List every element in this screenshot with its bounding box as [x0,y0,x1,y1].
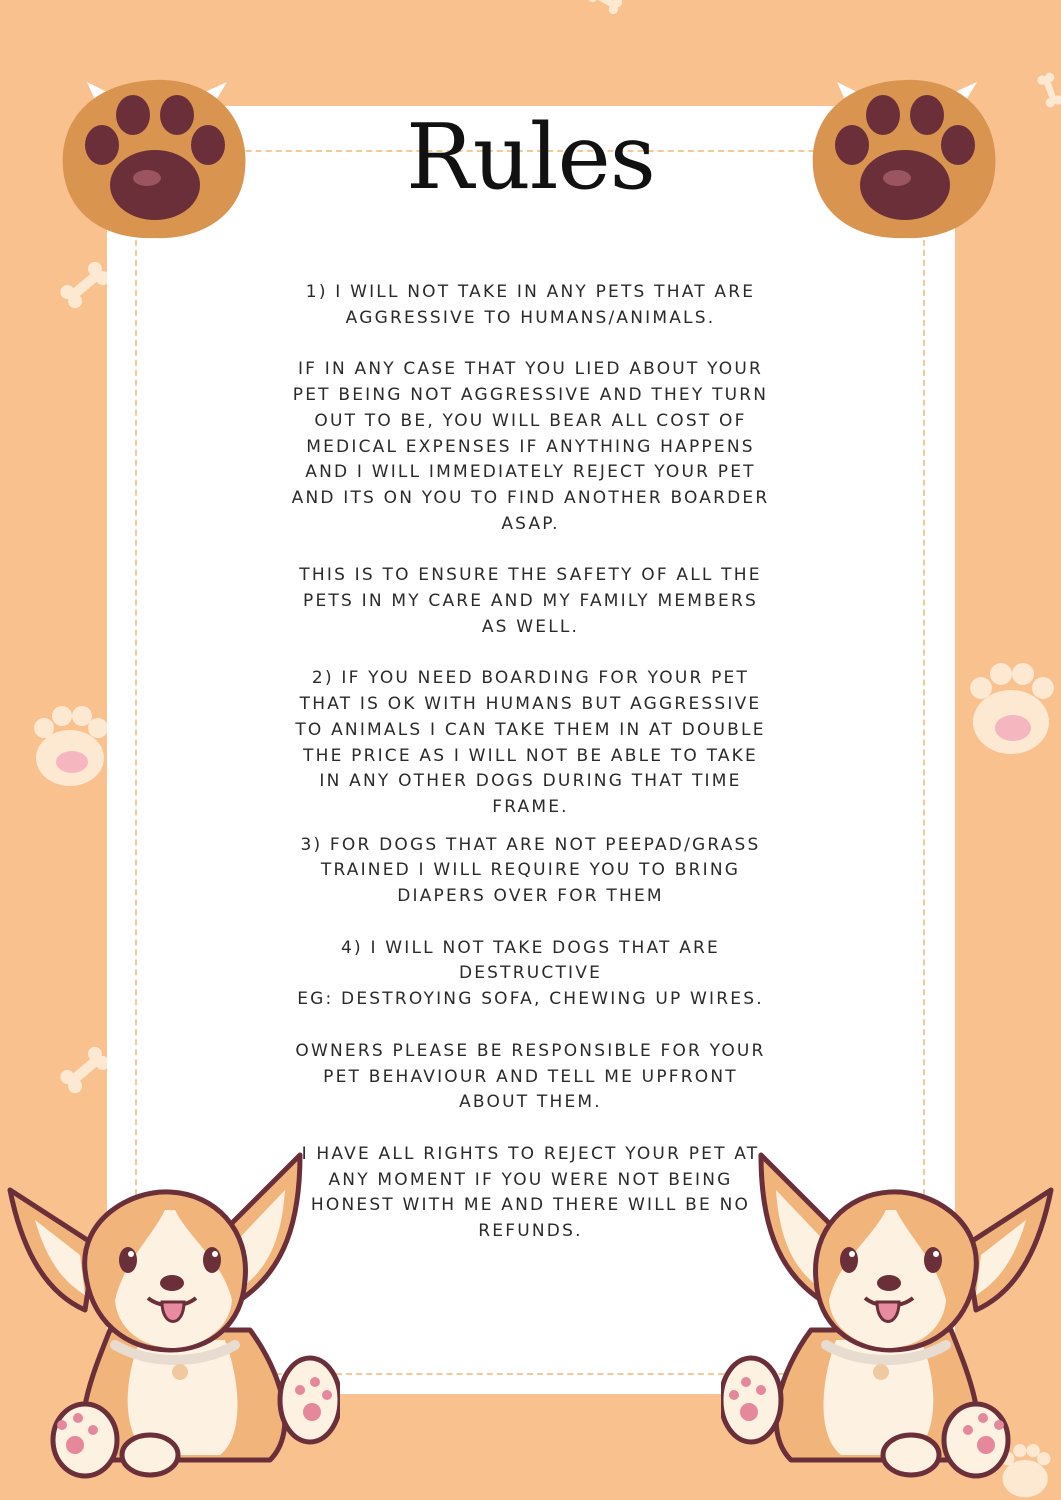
rule-1: 1) I WILL NOT TAKE IN ANY PETS THAT ARE AGGRESSIVE TO HUMANS/ANIMALS. [305,282,756,328]
page-title: Rules [406,105,655,210]
rule-1-reason: THIS IS TO ENSURE THE SAFETY OF ALL THE PETS IN MY CARE AND MY FAMILY MEMBERS AS WELL. [299,565,762,637]
owner-responsibility-note: OWNERS PLEASE BE RESPONSIBLE FOR YOUR PET BEHAVIOUR AND TELL ME UPFRONT ABOUT THEM. [295,1040,766,1113]
rule-1-consequence: IF IN ANY CASE THAT YOU LIED ABOUT YOUR PET BEING NOT AGGRESSIVE AND THEY TURN OUT TO BE, YOU WILL BEAR ALL COST OF MEDICAL EXPENSES IF ANYTHING HAPPENS AND I WILL IMMEDIATELY REJECT YOUR PET AND ITS ON YOU TO FIND ANOTHER BOARDER ASAP. [291,359,770,534]
paw-print-icon [965,660,1061,760]
bone-icon [580,0,630,20]
paw-print-icon [28,700,113,790]
rule-2: 2) IF YOU NEED BOARDING FOR YOUR PET THAT IS OK WITH HUMANS BUT AGGRESSIVE TO ANIMALS I CAN TAKE THEM IN AT DOUBLE THE PRICE AS I WILL NOT BE ABLE TO TAKE IN ANY OTHER DOGS DURING THAT TIME FRAME. [295,668,766,817]
rejection-rights-note: I HAVE ALL RIGHTS TO REJECT YOUR PET AT ANY MOMENT IF YOU WERE NOT BEING HONEST WITH ME AND THERE WILL BE NO REFUNDS. [301,1143,760,1242]
corgi-illustration [721,1150,1061,1480]
corgi-illustration [0,1150,340,1480]
rule-4-example: EG: DESTROYING SOFA, CHEWING UP WIRES. [297,989,764,1010]
bone-icon [55,1040,115,1100]
rule-3: 3) FOR DOGS THAT ARE NOT PEEPAD/GRASS TRAINED I WILL REQUIRE YOU TO BRING DIAPERS OVER FOR THEM [300,834,761,907]
rules-body [290,280,771,1245]
rule-4: 4) I WILL NOT TAKE DOGS THAT ARE DESTRUCTIVE [341,937,720,984]
bone-icon [55,255,115,315]
